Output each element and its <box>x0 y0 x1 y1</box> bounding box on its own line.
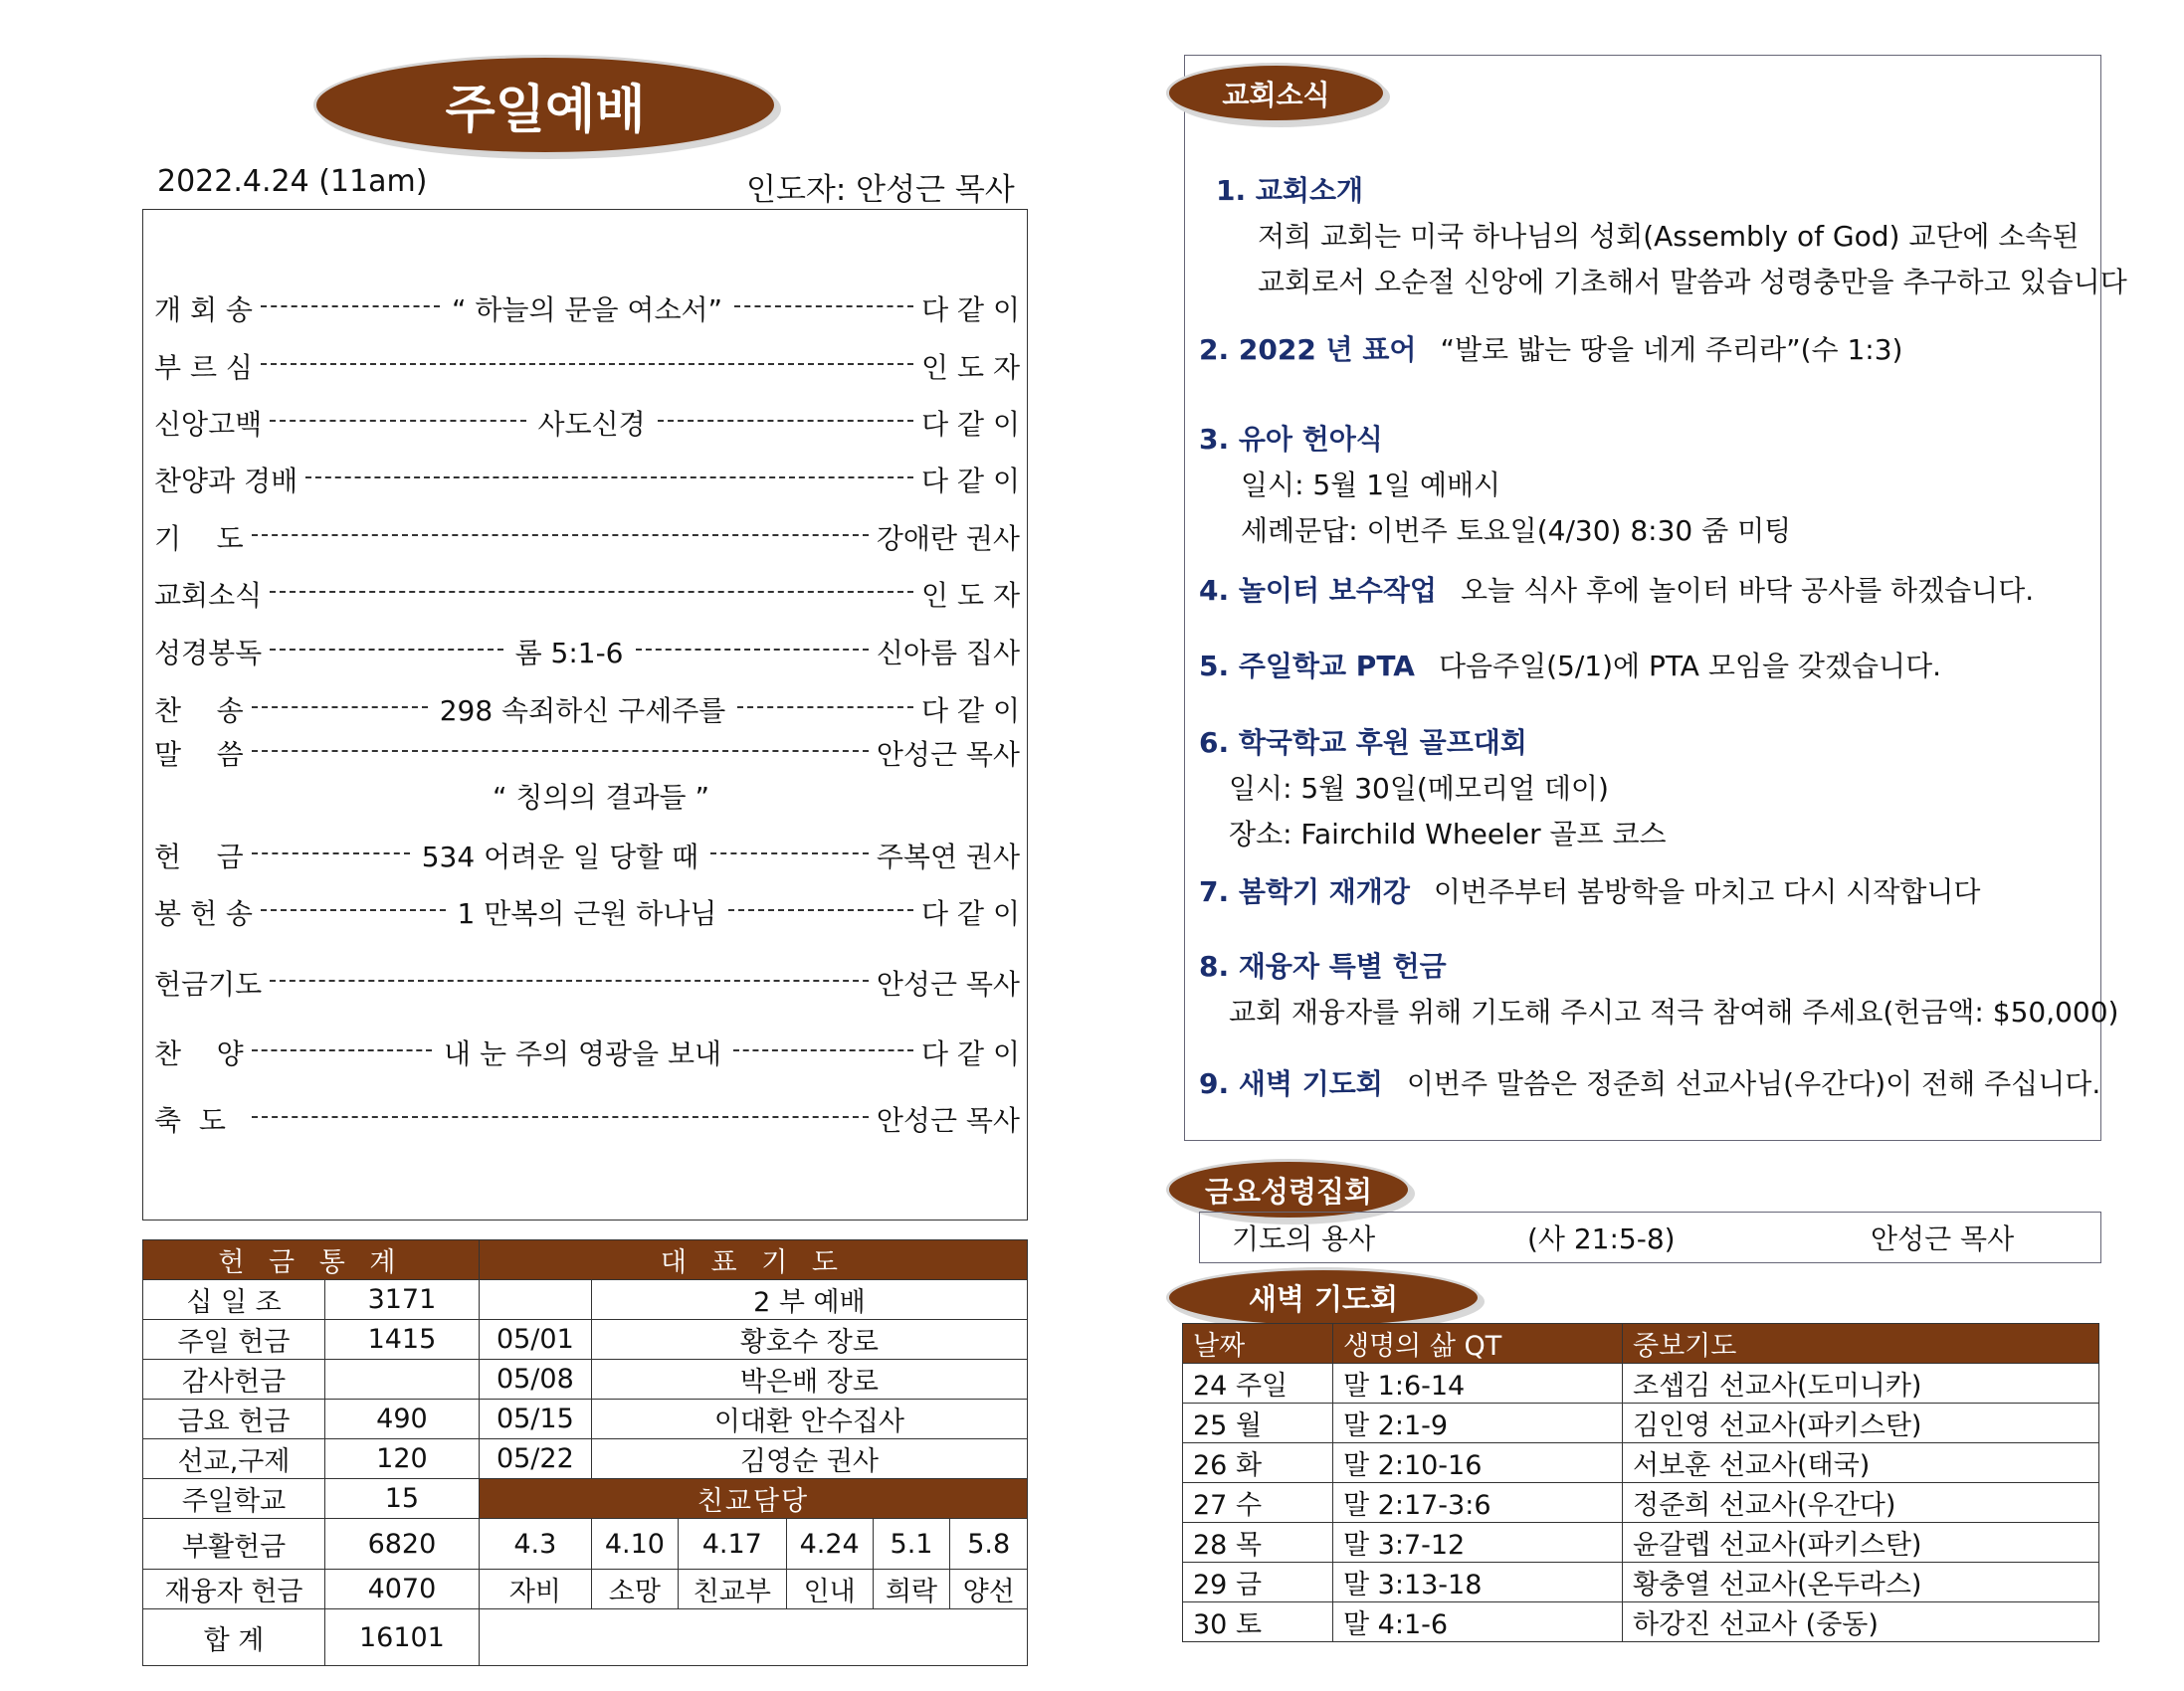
offering-total-value: 16101 <box>325 1609 480 1666</box>
service-item-title: 헌 금 <box>154 841 244 873</box>
service-item-title: 부 르 심 <box>154 351 253 384</box>
friday-speaker: 안성근 목사 <box>1871 1222 2015 1255</box>
service-item-title: 찬 양 <box>154 1037 244 1070</box>
dash-leader <box>737 706 913 712</box>
dash-leader <box>636 649 869 655</box>
dash-leader <box>305 476 913 482</box>
news-item <box>1199 721 1667 852</box>
news-item-text: 이번주부터 봄방학을 마치고 다시 시작합니다 <box>1433 875 1981 908</box>
prayer-date: 05/15 <box>479 1400 591 1439</box>
fellowship-header: 친교담당 <box>479 1479 1027 1519</box>
fellowship-name: 희락 <box>873 1570 950 1609</box>
offering-value: 3171 <box>325 1280 480 1320</box>
service-item-leader: 안성근 목사 <box>876 968 1020 1001</box>
dawn-missionary: 조셉김 선교사(도미니카) <box>1623 1364 2099 1404</box>
fellowship-date: 4.24 <box>786 1519 873 1570</box>
worship-title-oval <box>313 55 777 155</box>
fellowship-date: 4.3 <box>479 1519 591 1570</box>
service-row <box>154 689 1020 729</box>
offering-value: 120 <box>325 1439 480 1479</box>
prayer-name: 2 부 예배 <box>591 1280 1027 1320</box>
news-item-line: 세례문답: 이번주 토요일(4/30) 8:30 줌 미팅 <box>1241 514 1792 547</box>
friday-ref: (사 21:5-8) <box>1527 1222 1676 1255</box>
fellowship-date: 5.1 <box>873 1519 950 1570</box>
dash-leader <box>658 420 913 426</box>
dash-leader <box>252 852 410 858</box>
offering-label: 금요 헌금 <box>143 1400 325 1439</box>
offering-total-label: 합 계 <box>143 1609 325 1666</box>
fellowship-name: 양선 <box>950 1570 1028 1609</box>
dash-leader <box>270 980 869 986</box>
service-item-detail: 534 어려운 일 당할 때 <box>421 841 699 873</box>
friday-topic: 기도의 용사 <box>1232 1222 1376 1255</box>
news-item-heading: 9. 새벽 기도회 <box>1199 1067 1383 1100</box>
dawn-prayer-table <box>1182 1323 2099 1642</box>
service-item-leader: 인 도 자 <box>921 579 1020 612</box>
dawn-row <box>1183 1602 2099 1642</box>
news-item-line: 장소: Fairchild Wheeler 골프 코스 <box>1229 818 1667 850</box>
dawn-date: 29 금 <box>1183 1563 1333 1602</box>
fellowship-name: 소망 <box>591 1570 678 1609</box>
dash-leader <box>261 363 913 369</box>
news-item <box>1216 169 2127 300</box>
news-title-oval <box>1166 63 1386 123</box>
prayer-name: 박은배 장로 <box>591 1360 1027 1400</box>
dawn-title-oval <box>1166 1267 1481 1328</box>
friday-title: 금요성령집회 <box>1204 1174 1373 1209</box>
service-item-detail: 사도신경 <box>537 408 646 441</box>
prayer-name: 이대환 안수집사 <box>591 1400 1027 1439</box>
service-item-leader: 안성근 목사 <box>876 738 1020 771</box>
fellowship-name: 인내 <box>786 1570 873 1609</box>
dawn-date: 24 주일 <box>1183 1364 1333 1404</box>
dash-leader <box>733 1049 913 1055</box>
news-item-heading: 8. 재융자 특별 헌금 <box>1199 950 1447 983</box>
news-item-text: 이번주 말씀은 정준희 선교사님(우간다)이 전해 주십니다. <box>1406 1067 2101 1100</box>
dawn-row <box>1183 1483 2099 1523</box>
service-item-leader: 주복연 권사 <box>876 841 1021 873</box>
news-item-heading: 5. 주일학교 PTA <box>1199 650 1415 682</box>
offering-value: 1415 <box>325 1320 480 1360</box>
service-item-detail: “ 하늘의 문을 여소서” <box>451 293 723 326</box>
prayer-date: 05/08 <box>479 1360 591 1400</box>
dawn-qt: 말 2:17-3:6 <box>1333 1483 1623 1523</box>
dawn-missionary: 하강진 선교사 (중동) <box>1623 1602 2099 1642</box>
service-item-leader: 다 같 이 <box>921 293 1021 326</box>
dawn-missionary: 황충열 선교사(온두라스) <box>1623 1563 2099 1602</box>
dawn-qt: 말 4:1-6 <box>1333 1602 1623 1642</box>
service-item-title: 헌금기도 <box>154 968 263 1001</box>
dawn-header-qt: 생명의 삶 QT <box>1333 1324 1623 1364</box>
service-row <box>154 892 1020 932</box>
service-item-leader: 다 같 이 <box>921 897 1020 930</box>
dawn-title: 새벽 기도회 <box>1248 1282 1399 1316</box>
offering-label: 주일학교 <box>143 1479 325 1519</box>
dawn-missionary: 김인영 선교사(파키스탄) <box>1623 1404 2099 1443</box>
prayer-date: 05/01 <box>479 1320 591 1360</box>
offering-label: 부활헌금 <box>143 1519 325 1570</box>
empty-cell <box>479 1609 1027 1666</box>
offering-value: 490 <box>325 1400 480 1439</box>
service-item-title: 축 도 <box>154 1104 226 1137</box>
fellowship-date: 5.8 <box>950 1519 1028 1570</box>
dash-leader <box>252 706 428 712</box>
dawn-date: 30 토 <box>1183 1602 1333 1642</box>
offering-label: 주일 헌금 <box>143 1320 325 1360</box>
dawn-date: 25 월 <box>1183 1404 1333 1443</box>
service-item-leader: 다 같 이 <box>921 694 1020 727</box>
dawn-qt: 말 2:10-16 <box>1333 1443 1623 1483</box>
service-item-title: 교회소식 <box>154 579 263 612</box>
service-item-detail: 내 눈 주의 영광을 보내 <box>444 1037 722 1070</box>
fellowship-date: 4.10 <box>591 1519 678 1570</box>
news-item-line: 교회 재융자를 위해 기도해 주시고 적극 참여해 주세요(헌금액: $50,000) <box>1229 996 2119 1029</box>
service-row <box>154 346 1020 386</box>
dawn-date: 28 목 <box>1183 1523 1333 1563</box>
offering-value <box>325 1360 480 1400</box>
news-item-line: 일시: 5월 30일(메모리얼 데이) <box>1229 772 1609 805</box>
dawn-qt: 말 1:6-14 <box>1333 1364 1623 1404</box>
offering-value: 6820 <box>325 1519 480 1570</box>
service-item-title: 기 도 <box>154 522 244 555</box>
service-item-title: 성경봉독 <box>154 637 263 669</box>
dawn-header-intercession: 중보기도 <box>1623 1324 2099 1364</box>
news-item-heading: 6. 학국학교 후원 골프대회 <box>1199 726 1527 759</box>
dawn-date: 27 수 <box>1183 1483 1333 1523</box>
news-item-line: 교회로서 오순절 신앙에 기초해서 말씀과 성령충만을 추구하고 있습니다 <box>1258 266 2127 298</box>
service-item-title: 신앙고백 <box>154 408 263 441</box>
news-item-heading: 3. 유아 헌아식 <box>1199 423 1383 456</box>
service-item-detail: 1 만복의 근원 하나님 <box>457 897 717 930</box>
news-title: 교회소식 <box>1222 78 1330 111</box>
service-item-detail: 롬 5:1-6 <box>514 637 624 669</box>
dawn-qt: 말 2:1-9 <box>1333 1404 1623 1443</box>
service-item-title: 봉 헌 송 <box>154 897 253 930</box>
service-row <box>154 288 1020 328</box>
service-item-leader: 강애란 권사 <box>876 522 1020 555</box>
dawn-qt: 말 3:7-12 <box>1333 1523 1623 1563</box>
offering-value: 4070 <box>325 1570 480 1609</box>
service-item-leader: 인 도 자 <box>921 351 1020 384</box>
worship-title: 주일예배 <box>445 81 646 140</box>
service-item-leader: 다 같 이 <box>921 465 1020 497</box>
offering-label: 십 일 조 <box>143 1280 325 1320</box>
offering-label: 재융자 헌금 <box>143 1570 325 1609</box>
news-item <box>1199 870 1980 910</box>
news-item-heading: 1. 교회소개 <box>1216 174 1364 207</box>
service-row <box>154 460 1020 499</box>
news-item <box>1199 569 2034 609</box>
service-date: 2022.4.24 (11am) <box>157 164 428 199</box>
news-item <box>1199 328 1902 368</box>
dash-leader <box>270 591 913 597</box>
dawn-missionary: 서보훈 선교사(태국) <box>1623 1443 2099 1483</box>
news-item <box>1199 945 2118 1031</box>
service-item-leader: 안성근 목사 <box>876 1104 1020 1137</box>
service-row <box>154 836 1020 875</box>
fellowship-name: 자비 <box>479 1570 591 1609</box>
news-item-text: “발로 밟는 땅을 네게 주리라”(수 1:3) <box>1440 333 1903 366</box>
dash-leader <box>710 852 869 858</box>
dawn-row <box>1183 1523 2099 1563</box>
service-row <box>154 1099 1020 1139</box>
dash-leader <box>728 909 913 915</box>
sermon-title: “ 칭의의 결과들 ” <box>493 781 710 814</box>
service-item-leader: 신아름 집사 <box>876 637 1021 669</box>
dawn-qt: 말 3:13-18 <box>1333 1563 1623 1602</box>
news-item-text: 오늘 식사 후에 놀이터 바닥 공사를 하겠습니다. <box>1460 574 2035 607</box>
service-item-title: 찬 송 <box>154 694 244 727</box>
news-item-heading: 4. 놀이터 보수작업 <box>1199 574 1437 607</box>
service-row <box>154 733 1020 773</box>
dash-leader <box>734 305 913 311</box>
dash-leader <box>252 1116 869 1122</box>
news-item <box>1199 645 1941 684</box>
service-row <box>154 403 1020 443</box>
service-item-detail: 298 속죄하신 구세주를 <box>439 694 726 727</box>
dash-leader <box>252 750 869 756</box>
dash-leader <box>252 534 869 540</box>
news-item-line: 일시: 5월 1일 예배시 <box>1241 469 1501 501</box>
dawn-header-date: 날짜 <box>1183 1324 1333 1364</box>
dawn-row <box>1183 1364 2099 1404</box>
service-item-title: 개 회 송 <box>154 293 253 326</box>
offering-label: 감사헌금 <box>143 1360 325 1400</box>
news-item-text: 다음주일(5/1)에 PTA 모임을 갖겠습니다. <box>1438 650 1942 682</box>
prayer-header: 대 표 기 도 <box>479 1240 1027 1280</box>
service-leader: 인도자: 안성근 목사 <box>746 172 1015 208</box>
fellowship-date: 4.17 <box>678 1519 786 1570</box>
prayer-date <box>479 1280 591 1320</box>
service-row <box>154 632 1020 671</box>
offering-prayer-table <box>142 1239 1028 1666</box>
dash-leader <box>261 305 440 311</box>
prayer-date: 05/22 <box>479 1439 591 1479</box>
dash-leader <box>270 649 502 655</box>
dawn-missionary: 정준희 선교사(우간다) <box>1623 1483 2099 1523</box>
news-item-heading: 2. 2022 년 표어 <box>1199 333 1417 366</box>
service-row <box>154 1033 1020 1072</box>
dawn-row <box>1183 1563 2099 1602</box>
offering-value: 15 <box>325 1479 480 1519</box>
service-row <box>154 574 1020 614</box>
news-item-line: 저희 교회는 미국 하나님의 성회(Assembly of God) 교단에 소속된 <box>1258 220 2080 253</box>
fellowship-name: 친교부 <box>678 1570 786 1609</box>
service-item-leader: 다 같 이 <box>921 1037 1020 1070</box>
dash-leader <box>270 420 525 426</box>
service-item-title: 말 씀 <box>154 738 244 771</box>
prayer-name: 김영순 권사 <box>591 1439 1027 1479</box>
news-item <box>1199 418 1791 549</box>
prayer-name: 황호수 장로 <box>591 1320 1027 1360</box>
offering-header: 헌 금 통 계 <box>143 1240 480 1280</box>
news-item <box>1199 1062 2100 1102</box>
dawn-row <box>1183 1404 2099 1443</box>
service-row <box>154 517 1020 557</box>
dawn-missionary: 윤갈렙 선교사(파키스탄) <box>1623 1523 2099 1563</box>
dawn-date: 26 화 <box>1183 1443 1333 1483</box>
dash-leader <box>252 1049 432 1055</box>
service-item-title: 찬양과 경배 <box>154 465 298 497</box>
service-item-leader: 다 같 이 <box>921 408 1021 441</box>
dash-leader <box>261 909 446 915</box>
service-row <box>154 963 1020 1003</box>
offering-label: 선교,구제 <box>143 1439 325 1479</box>
news-item-heading: 7. 봄학기 재개강 <box>1199 875 1410 908</box>
dawn-row <box>1183 1443 2099 1483</box>
